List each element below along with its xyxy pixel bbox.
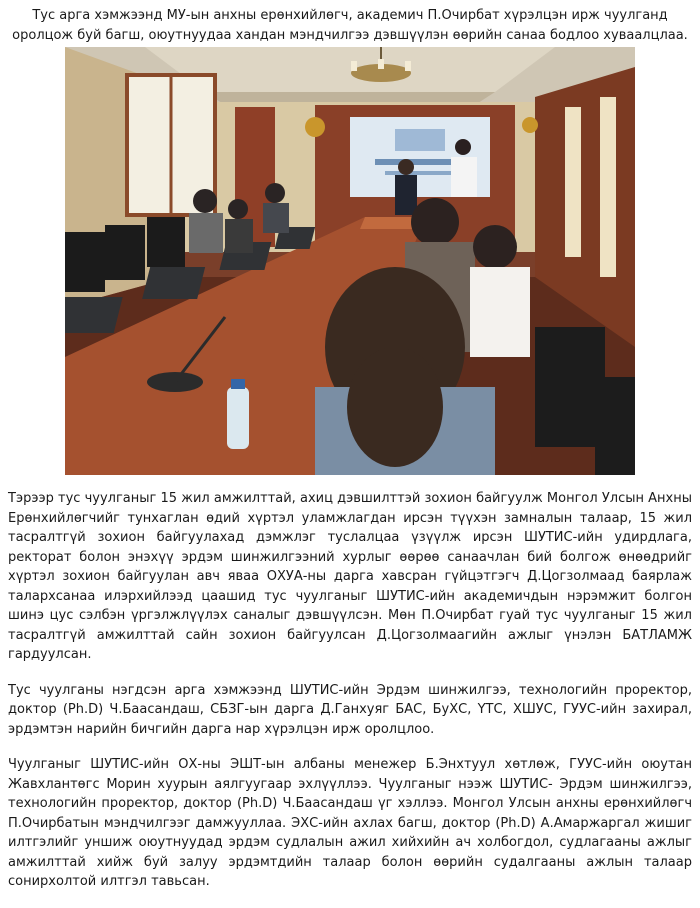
paragraph: Тус чуулганы нэгдсэн арга хэмжээнд ШУТИС-ийн Эрдэм шинжилгээ, технологийн проректор, доктор (Ph.D) Ч.Баасандаш, СБЗГ-ын дарга Д.Ганхуяг БАС, БуХС, ҮТС, ХШУС, ГУУС-ийн захирал, эрдэмтэн нарийн бичгийн дарга нар хүрэлцэн ирж оролцлоо.	[8, 682, 692, 737]
article-body	[8, 489, 692, 908]
conference-photo	[65, 47, 635, 475]
paragraph: Чуулганыг ШУТИС-ийн ОХ-ны ЭШТ-ын албаны менежер Б.Энхтуул хөтлөж, ГУУС-ийн оюутан Жавхлантөгс Морин хуурын аялгуугаар эхлүүллээ. Чуулганыг нээж ШУТИС- Эрдэм шинжилгээ, технологийн проректор, доктор (Ph.D) Ч.Баасандаш үг хэллээ. Монгол Улсын анхны ерөнхийлөгч П.Очирбатын мэндчилгээг дамжууллаа. ЭХС-ийн ахлах багш, доктор (Ph.D) А.Амаржаргал жишиг илтгэлийг уншиж оюутнуудад эрдэм судлалын ажил хийхийн ач холбогдол, судлагааны ажлыг амжилттай хийж буй залуу эрдэмтдийн талаар болон өөрийн судалгааны ажлын талаар сонирхолтой илтгэл тавьсан.	[8, 757, 692, 889]
photographer	[451, 157, 477, 197]
photo-caption: Тус арга хэмжээнд МУ-ын анхны ерөнхийлөгч, академич П.Очирбат хүрэлцэн ирж чуулганд оролцож буй багш, оюутнуудаа хандан мэндчилгээ дэвшүүлэн өөрийн санаа бодлоо хуваалцлаа.	[12, 8, 688, 43]
speaker	[395, 175, 417, 215]
paragraph: Тэрээр тус чуулганыг 15 жил амжилттай, ахиц дэвшилттэй зохион байгуулж Монгол Улсын Анхны Ерөнхийлөгчийг тунхаглан өдий хүртэл уламжлагдан ирсэн түүхэн замналын талаар, 15 жил тасралтгүй зохион байгуулахад дэмжлэг туслалцаа үзүүлж ирсэн ШУТИС-ийн удирдлага, ректорат болон энэхүү эрдэм шинжилгээний хурлыг өөрөө санаачлан бий болгож өнөөдрийг хүртэл зохион байгуулан авч яваа ОХУА-ны дарга хавсран гүйцэтгэгч Д.Цогзолмаад баярлаж талархсанаа илэрхийлээд цаашид тус чуулганыг ШУТИС-ийн академичдын нэрэмжит болгон шинэ цус сэлбэн үргэлжлүүлэх саналыг дэвшүүлсэн. Мөн П.Очирбат гуай тус чуулганыг 15 жил тасралтгүй амжилттай сайн зохион байгуулсан Д.Цогзолмаагийн ажлыг үнэлэн БАТЛАМЖ гардуулсан.	[8, 491, 692, 662]
water-bottle	[227, 387, 249, 449]
conference-photo-illustration	[65, 47, 635, 475]
emblem	[305, 117, 325, 137]
laptop	[65, 297, 123, 333]
attendee	[189, 213, 223, 253]
chair	[65, 232, 105, 292]
